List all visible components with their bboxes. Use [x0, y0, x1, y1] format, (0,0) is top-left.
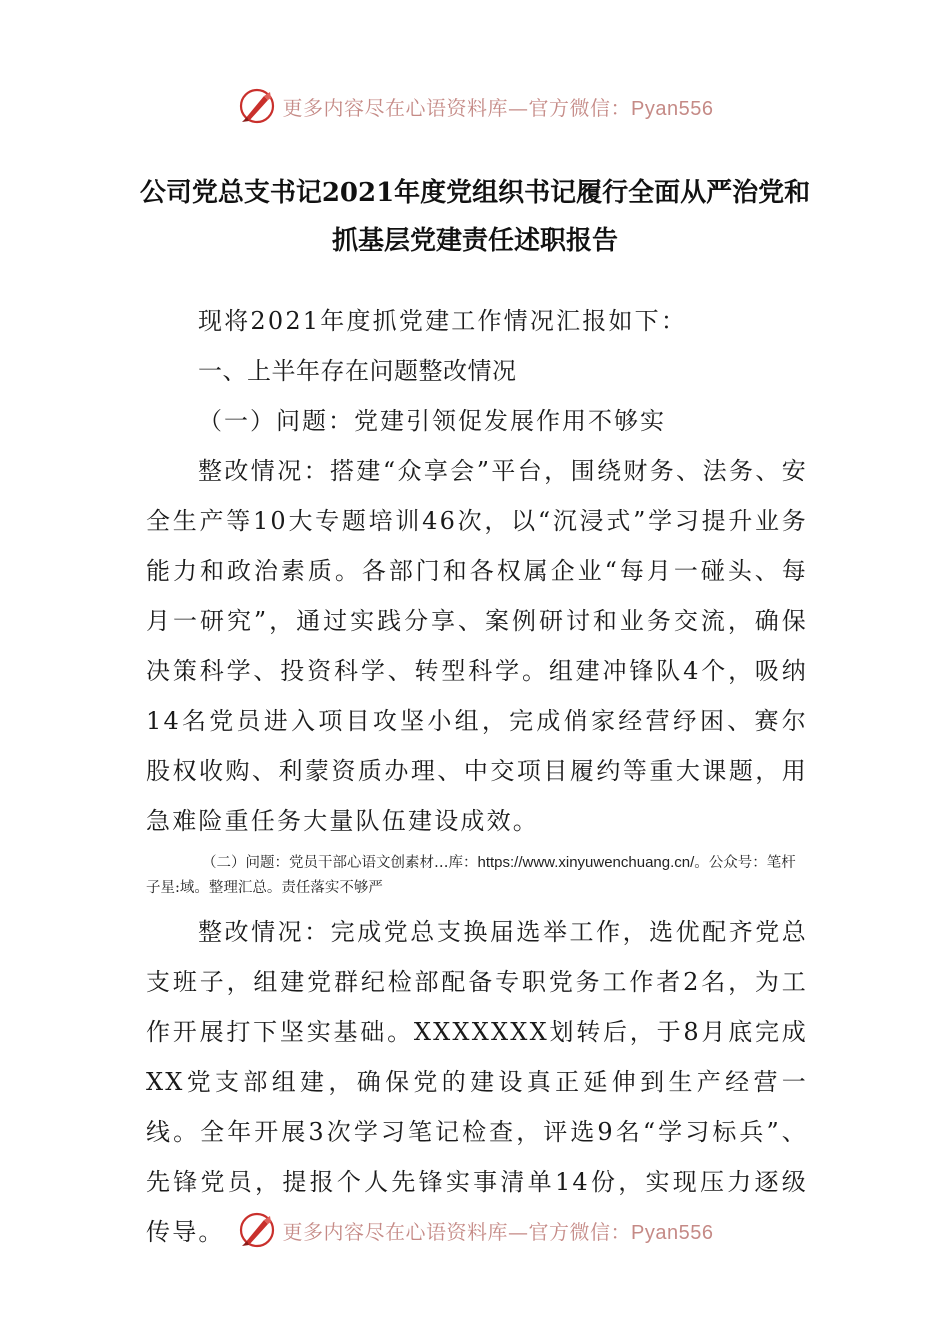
header-watermark-banner: [0, 78, 950, 134]
banner-text: 更多内容尽在心语资料库—官方微信：Pyan556: [282, 95, 714, 120]
subsection-body-2: 整改情况：完成党总支换届选举工作，选优配齐党总支班子，组建党群纪检部配备专职党务工作者2名，为工作开展打下坚实基础。XXXXXXX划转后，于8月底完成XX党支部组建，确保党的建设真正延伸到生产经营一线。全年开展3次学习笔记检查，评选9名“学习标兵”、先锋党员，提报个人先锋实事清单14份，实现压力逐级传导。: [146, 918, 808, 1246]
banner-text: 更多内容尽在心语资料库—官方微信：Pyan556: [282, 1219, 714, 1244]
subsection-heading-1: （一）问题：党建引领促发展作用不够实: [198, 407, 666, 435]
wechat-id: Pyan556: [631, 1221, 714, 1244]
intro-paragraph: 现将2021年度抓党建工作情况汇报如下：: [198, 307, 688, 335]
document-body: [146, 296, 808, 1257]
source-url: https://www.xinyuwenchuang.cn/: [477, 854, 695, 871]
section-heading: 一、上半年存在问题整改情况: [198, 357, 517, 385]
wechat-id: Pyan556: [631, 97, 714, 120]
document-title-line-2: 抓基层党建责任述职报告: [331, 226, 618, 256]
subsection-heading-2: （二）问题：党员干部心语文创素材…库：https://www.xinyuwenchuang.cn/。公众号：笔杆子星:域。整理汇总。责任落实不够严: [146, 854, 796, 896]
pen-nib-logo-icon: [237, 1210, 277, 1250]
document-title-line-1: 公司党总支书记2021年度党组织书记履行全面从严治党和: [139, 178, 811, 208]
subsection-body-1: 整改情况：搭建“众享会”平台，围绕财务、法务、安全生产等10大专题培训46次，以“沉浸式”学习提升业务能力和政治素质。各部门和各权属企业“每月一碰头、每月一研究”，通过实践分享、案例研讨和业务交流，确保决策科学、投资科学、转型科学。组建冲锋队4个，吸纳14名党员进入项目攻坚小组，完成俏家经营纾困、赛尔股权收购、利蒙资质办理、中交项目履约等重大课题，用急难险重任务大量队伍建设成效。: [146, 457, 808, 835]
pen-nib-logo-icon: [237, 86, 277, 126]
footer-watermark-banner: [0, 1202, 950, 1258]
